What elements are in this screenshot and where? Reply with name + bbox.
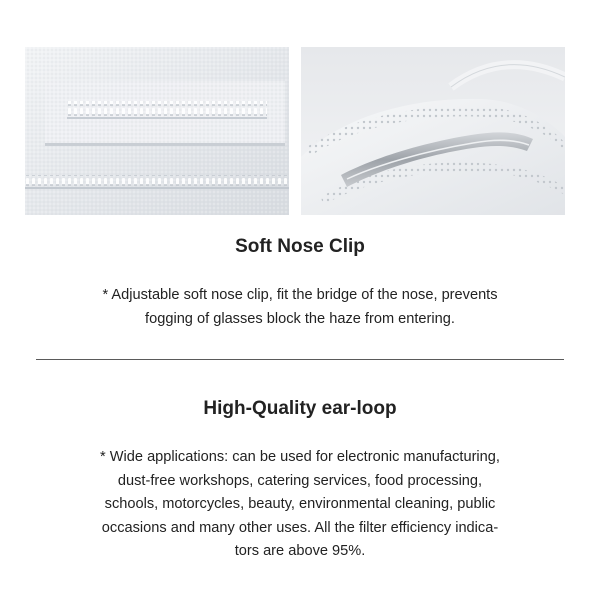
description-line: fogging of glasses block the haze from entering. <box>145 310 455 327</box>
fabric-closeup-image <box>25 47 289 215</box>
section-divider <box>36 359 564 360</box>
description-line: * Wide applications: can be used for electronic manufacturing, <box>100 449 500 465</box>
ear-loop-description <box>40 446 560 564</box>
description-line: tors are above 95%. <box>234 543 366 559</box>
description-line: schools, motorcycles, beauty, environmental cleaning, public <box>104 496 496 512</box>
section-title-nose-clip: Soft Nose Clip <box>235 236 365 257</box>
section-title-ear-loop: High-Quality ear-loop <box>203 398 397 419</box>
nose-clip-graphic <box>301 47 565 215</box>
nose-clip-image <box>301 47 565 215</box>
fabric-closeup-graphic <box>25 47 289 215</box>
description-line: dust-free workshops, catering services, food processing, <box>117 472 483 489</box>
description-line: occasions and many other uses. All the filter efficiency indica- <box>101 519 499 536</box>
description-line: * Adjustable soft nose clip, fit the bridge of the nose, prevents <box>102 287 498 303</box>
nose-clip-description <box>40 284 560 331</box>
